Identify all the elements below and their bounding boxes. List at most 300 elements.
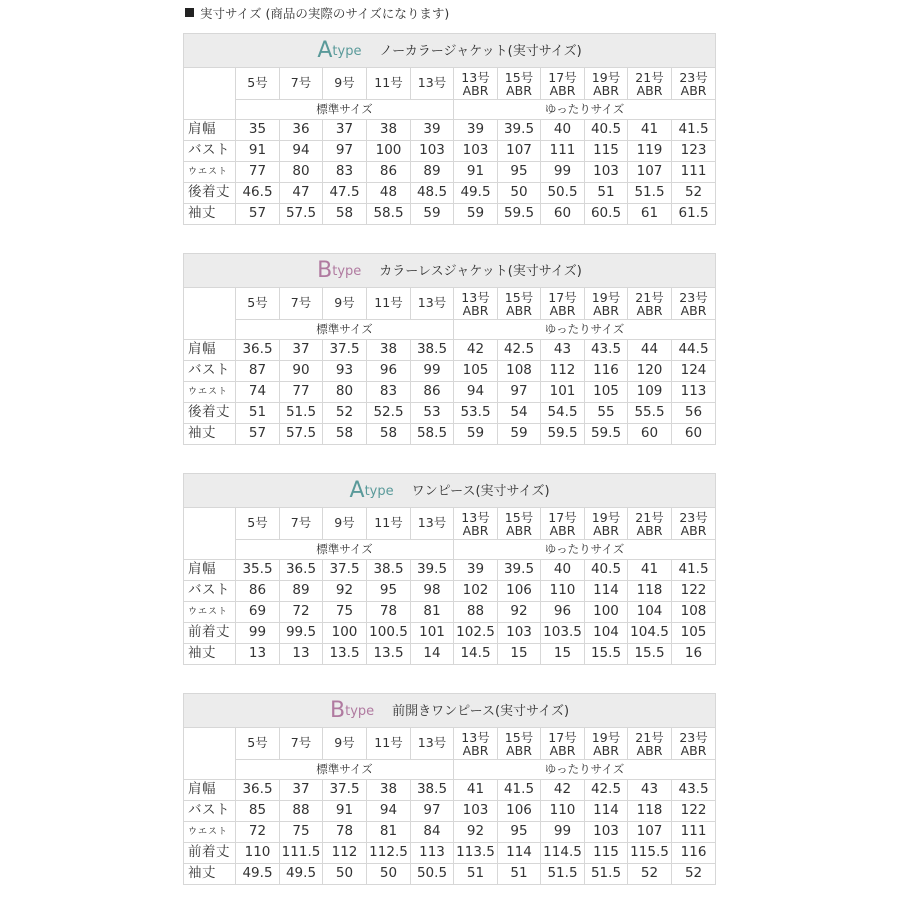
value-cell: 118 — [628, 801, 672, 822]
size-table — [183, 253, 716, 445]
value-cell: 106 — [498, 801, 541, 822]
value-cell: 38.5 — [411, 780, 454, 801]
value-cell: 61 — [628, 204, 672, 225]
value-cell: 108 — [672, 602, 716, 623]
value-cell: 36.5 — [280, 560, 323, 581]
value-cell: 59 — [498, 424, 541, 445]
value-cell: 103 — [454, 141, 498, 162]
group-standard-label: 標準サイズ — [236, 540, 454, 560]
value-cell: 105 — [672, 623, 716, 644]
value-cell: 123 — [672, 141, 716, 162]
value-cell: 91 — [236, 141, 280, 162]
size-table — [183, 33, 716, 225]
size-header: 9号 — [323, 68, 367, 100]
size-header: 23号 ABR — [672, 508, 716, 540]
size-header: 11号 — [367, 68, 411, 100]
value-cell: 41 — [628, 560, 672, 581]
value-cell: 54 — [498, 403, 541, 424]
table-title-text: カラーレスジャケット(実寸サイズ) — [379, 263, 582, 279]
value-cell: 38 — [367, 120, 411, 141]
size-header: 5号 — [236, 68, 280, 100]
size-table — [183, 693, 716, 885]
value-cell: 37 — [280, 340, 323, 361]
value-cell: 49.5 — [454, 183, 498, 204]
value-cell: 108 — [498, 361, 541, 382]
value-cell: 112 — [323, 843, 367, 864]
value-cell: 15.5 — [585, 644, 628, 665]
value-cell: 60.5 — [585, 204, 628, 225]
value-cell: 55.5 — [628, 403, 672, 424]
value-cell: 13 — [280, 644, 323, 665]
value-cell: 37.5 — [323, 340, 367, 361]
value-cell: 74 — [236, 382, 280, 403]
value-cell: 14.5 — [454, 644, 498, 665]
value-cell: 39 — [454, 120, 498, 141]
group-relaxed-label: ゆったりサイズ — [454, 100, 716, 120]
size-header: 19号 ABR — [585, 728, 628, 760]
value-cell: 80 — [280, 162, 323, 183]
value-cell: 43.5 — [585, 340, 628, 361]
value-cell: 52 — [323, 403, 367, 424]
value-cell: 55 — [585, 403, 628, 424]
value-cell: 115.5 — [628, 843, 672, 864]
value-cell: 88 — [454, 602, 498, 623]
value-cell: 36.5 — [236, 340, 280, 361]
type-word: type — [332, 43, 362, 59]
group-standard-label: 標準サイズ — [236, 760, 454, 780]
value-cell: 124 — [672, 361, 716, 382]
value-cell: 113 — [411, 843, 454, 864]
value-cell: 51.5 — [280, 403, 323, 424]
value-cell: 100 — [585, 602, 628, 623]
value-cell: 87 — [236, 361, 280, 382]
row-label: 袖丈 — [184, 204, 236, 225]
value-cell: 52.5 — [367, 403, 411, 424]
size-header: 13号 — [411, 68, 454, 100]
value-cell: 112.5 — [367, 843, 411, 864]
value-cell: 56 — [672, 403, 716, 424]
value-cell: 57.5 — [280, 204, 323, 225]
value-cell: 13 — [236, 644, 280, 665]
value-cell: 60 — [541, 204, 585, 225]
group-relaxed-label: ゆったりサイズ — [454, 760, 716, 780]
value-cell: 51.5 — [585, 864, 628, 885]
size-header: 15号 ABR — [498, 288, 541, 320]
size-header: 21号 ABR — [628, 728, 672, 760]
table-title-text: ワンピース(実寸サイズ) — [411, 483, 550, 499]
value-cell: 50 — [323, 864, 367, 885]
size-header: 9号 — [323, 728, 367, 760]
size-header: 15号 ABR — [498, 508, 541, 540]
value-cell: 14 — [411, 644, 454, 665]
page-heading — [185, 4, 449, 22]
size-header: 11号 — [367, 728, 411, 760]
table-title-text: ノーカラージャケット(実寸サイズ) — [379, 43, 582, 59]
value-cell: 58 — [367, 424, 411, 445]
value-cell: 60 — [672, 424, 716, 445]
value-cell: 40 — [541, 120, 585, 141]
size-header: 5号 — [236, 508, 280, 540]
value-cell: 78 — [323, 822, 367, 843]
row-label: バスト — [184, 581, 236, 602]
value-cell: 92 — [454, 822, 498, 843]
size-header: 15号 ABR — [498, 728, 541, 760]
value-cell: 37 — [323, 120, 367, 141]
value-cell: 59 — [454, 424, 498, 445]
value-cell: 35.5 — [236, 560, 280, 581]
value-cell: 118 — [628, 581, 672, 602]
size-header: 9号 — [323, 508, 367, 540]
value-cell: 81 — [367, 822, 411, 843]
size-header: 13号 ABR — [454, 728, 498, 760]
value-cell: 102 — [454, 581, 498, 602]
value-cell: 107 — [498, 141, 541, 162]
table-row — [184, 141, 716, 162]
value-cell: 99 — [541, 162, 585, 183]
row-label: 前着丈 — [184, 623, 236, 644]
value-cell: 52 — [672, 183, 716, 204]
value-cell: 13.5 — [367, 644, 411, 665]
value-cell: 100.5 — [367, 623, 411, 644]
value-cell: 39.5 — [498, 560, 541, 581]
value-cell: 105 — [585, 382, 628, 403]
value-cell: 15 — [541, 644, 585, 665]
value-cell: 36.5 — [236, 780, 280, 801]
value-cell: 59.5 — [585, 424, 628, 445]
value-cell: 110 — [236, 843, 280, 864]
value-cell: 58 — [323, 204, 367, 225]
value-cell: 40.5 — [585, 560, 628, 581]
value-cell: 49.5 — [280, 864, 323, 885]
value-cell: 115 — [585, 843, 628, 864]
value-cell: 113 — [672, 382, 716, 403]
value-cell: 13.5 — [323, 644, 367, 665]
size-header: 23号 ABR — [672, 288, 716, 320]
value-cell: 103 — [585, 162, 628, 183]
table-title — [184, 474, 716, 508]
corner-cell — [184, 68, 236, 120]
size-header: 19号 ABR — [585, 68, 628, 100]
size-header: 19号 ABR — [585, 288, 628, 320]
value-cell: 86 — [367, 162, 411, 183]
value-cell: 120 — [628, 361, 672, 382]
value-cell: 86 — [411, 382, 454, 403]
table-row — [184, 780, 716, 801]
value-cell: 103 — [585, 822, 628, 843]
value-cell: 92 — [323, 581, 367, 602]
size-header: 21号 ABR — [628, 288, 672, 320]
value-cell: 110 — [541, 581, 585, 602]
value-cell: 96 — [367, 361, 411, 382]
value-cell: 51 — [454, 864, 498, 885]
size-header: 13号 ABR — [454, 68, 498, 100]
row-label: バスト — [184, 801, 236, 822]
type-word: type — [364, 483, 394, 499]
type-word: type — [332, 263, 362, 279]
value-cell: 100 — [323, 623, 367, 644]
value-cell: 72 — [236, 822, 280, 843]
value-cell: 95 — [367, 581, 411, 602]
size-header: 11号 — [367, 508, 411, 540]
table-row — [184, 864, 716, 885]
size-header: 7号 — [280, 68, 323, 100]
group-standard-label: 標準サイズ — [236, 100, 454, 120]
value-cell: 122 — [672, 801, 716, 822]
value-cell: 81 — [411, 602, 454, 623]
value-cell: 86 — [236, 581, 280, 602]
value-cell: 107 — [628, 162, 672, 183]
value-cell: 91 — [454, 162, 498, 183]
value-cell: 42.5 — [585, 780, 628, 801]
value-cell: 50.5 — [411, 864, 454, 885]
value-cell: 116 — [672, 843, 716, 864]
value-cell: 51 — [236, 403, 280, 424]
value-cell: 51.5 — [628, 183, 672, 204]
value-cell: 83 — [323, 162, 367, 183]
size-header: 23号 ABR — [672, 68, 716, 100]
table-title — [184, 694, 716, 728]
value-cell: 80 — [323, 382, 367, 403]
table-row — [184, 120, 716, 141]
value-cell: 114.5 — [541, 843, 585, 864]
value-cell: 60 — [628, 424, 672, 445]
value-cell: 94 — [280, 141, 323, 162]
value-cell: 98 — [411, 581, 454, 602]
row-label: ウエスト — [184, 162, 236, 183]
value-cell: 95 — [498, 162, 541, 183]
value-cell: 103 — [411, 141, 454, 162]
size-header: 5号 — [236, 288, 280, 320]
value-cell: 114 — [498, 843, 541, 864]
value-cell: 104 — [585, 623, 628, 644]
size-header: 21号 ABR — [628, 68, 672, 100]
value-cell: 109 — [628, 382, 672, 403]
value-cell: 97 — [323, 141, 367, 162]
value-cell: 114 — [585, 581, 628, 602]
value-cell: 91 — [323, 801, 367, 822]
value-cell: 100 — [367, 141, 411, 162]
value-cell: 95 — [498, 822, 541, 843]
table-title — [184, 254, 716, 288]
table-row — [184, 403, 716, 424]
row-label: 前着丈 — [184, 843, 236, 864]
value-cell: 51 — [498, 864, 541, 885]
corner-cell — [184, 288, 236, 340]
value-cell: 97 — [411, 801, 454, 822]
value-cell: 53 — [411, 403, 454, 424]
value-cell: 40 — [541, 560, 585, 581]
row-label: 肩幅 — [184, 560, 236, 581]
value-cell: 58.5 — [367, 204, 411, 225]
value-cell: 41.5 — [672, 560, 716, 581]
row-label: ウエスト — [184, 602, 236, 623]
row-label: 袖丈 — [184, 864, 236, 885]
value-cell: 43 — [541, 340, 585, 361]
value-cell: 44.5 — [672, 340, 716, 361]
value-cell: 105 — [454, 361, 498, 382]
value-cell: 46.5 — [236, 183, 280, 204]
size-header: 17号 ABR — [541, 68, 585, 100]
type-letter: A — [317, 37, 333, 63]
value-cell: 41.5 — [672, 120, 716, 141]
row-label: 肩幅 — [184, 120, 236, 141]
size-header: 13号 — [411, 288, 454, 320]
page-heading-text: 実寸サイズ (商品の実際のサイズになります) — [200, 6, 450, 21]
value-cell: 42.5 — [498, 340, 541, 361]
size-header: 11号 — [367, 288, 411, 320]
value-cell: 48 — [367, 183, 411, 204]
table-row — [184, 623, 716, 644]
row-label: ウエスト — [184, 382, 236, 403]
value-cell: 38.5 — [411, 340, 454, 361]
value-cell: 38 — [367, 780, 411, 801]
size-table — [183, 473, 716, 665]
value-cell: 39.5 — [498, 120, 541, 141]
value-cell: 106 — [498, 581, 541, 602]
value-cell: 77 — [280, 382, 323, 403]
value-cell: 107 — [628, 822, 672, 843]
value-cell: 41 — [454, 780, 498, 801]
value-cell: 54.5 — [541, 403, 585, 424]
row-label: 後着丈 — [184, 403, 236, 424]
value-cell: 94 — [367, 801, 411, 822]
size-header: 15号 ABR — [498, 68, 541, 100]
value-cell: 111 — [672, 162, 716, 183]
size-header: 13号 — [411, 728, 454, 760]
value-cell: 114 — [585, 801, 628, 822]
value-cell: 52 — [672, 864, 716, 885]
value-cell: 103 — [454, 801, 498, 822]
value-cell: 104.5 — [628, 623, 672, 644]
type-letter: B — [317, 257, 333, 283]
value-cell: 99.5 — [280, 623, 323, 644]
size-header: 9号 — [323, 288, 367, 320]
size-header: 17号 ABR — [541, 288, 585, 320]
size-header: 13号 ABR — [454, 508, 498, 540]
table-row — [184, 340, 716, 361]
table-row — [184, 204, 716, 225]
value-cell: 37 — [280, 780, 323, 801]
value-cell: 115 — [585, 141, 628, 162]
row-label: ウエスト — [184, 822, 236, 843]
row-label: 後着丈 — [184, 183, 236, 204]
value-cell: 42 — [541, 780, 585, 801]
value-cell: 36 — [280, 120, 323, 141]
row-label: 肩幅 — [184, 780, 236, 801]
value-cell: 59.5 — [498, 204, 541, 225]
type-letter: B — [330, 697, 346, 723]
value-cell: 99 — [411, 361, 454, 382]
value-cell: 15 — [498, 644, 541, 665]
value-cell: 39 — [411, 120, 454, 141]
value-cell: 47 — [280, 183, 323, 204]
group-standard-label: 標準サイズ — [236, 320, 454, 340]
value-cell: 101 — [541, 382, 585, 403]
value-cell: 38 — [367, 340, 411, 361]
table-title-text: 前開きワンピース(実寸サイズ) — [392, 703, 570, 719]
value-cell: 116 — [585, 361, 628, 382]
value-cell: 51 — [585, 183, 628, 204]
value-cell: 77 — [236, 162, 280, 183]
table-row — [184, 602, 716, 623]
table-row — [184, 361, 716, 382]
value-cell: 72 — [280, 602, 323, 623]
value-cell: 58.5 — [411, 424, 454, 445]
value-cell: 104 — [628, 602, 672, 623]
square-bullet-icon — [185, 8, 194, 17]
value-cell: 85 — [236, 801, 280, 822]
value-cell: 61.5 — [672, 204, 716, 225]
value-cell: 41 — [628, 120, 672, 141]
value-cell: 57 — [236, 424, 280, 445]
size-header: 7号 — [280, 508, 323, 540]
value-cell: 92 — [498, 602, 541, 623]
value-cell: 110 — [541, 801, 585, 822]
corner-cell — [184, 728, 236, 780]
table-row — [184, 424, 716, 445]
size-header: 13号 — [411, 508, 454, 540]
value-cell: 48.5 — [411, 183, 454, 204]
size-header: 7号 — [280, 728, 323, 760]
value-cell: 111.5 — [280, 843, 323, 864]
value-cell: 89 — [411, 162, 454, 183]
value-cell: 111 — [672, 822, 716, 843]
value-cell: 89 — [280, 581, 323, 602]
value-cell: 94 — [454, 382, 498, 403]
corner-cell — [184, 508, 236, 560]
value-cell: 113.5 — [454, 843, 498, 864]
row-label: バスト — [184, 361, 236, 382]
size-header: 19号 ABR — [585, 508, 628, 540]
value-cell: 57.5 — [280, 424, 323, 445]
value-cell: 37.5 — [323, 560, 367, 581]
value-cell: 103 — [498, 623, 541, 644]
value-cell: 103.5 — [541, 623, 585, 644]
value-cell: 93 — [323, 361, 367, 382]
value-cell: 101 — [411, 623, 454, 644]
value-cell: 75 — [323, 602, 367, 623]
value-cell: 52 — [628, 864, 672, 885]
value-cell: 43.5 — [672, 780, 716, 801]
value-cell: 47.5 — [323, 183, 367, 204]
value-cell: 119 — [628, 141, 672, 162]
size-header: 7号 — [280, 288, 323, 320]
value-cell: 50 — [498, 183, 541, 204]
value-cell: 102.5 — [454, 623, 498, 644]
group-relaxed-label: ゆったりサイズ — [454, 540, 716, 560]
value-cell: 84 — [411, 822, 454, 843]
row-label: 袖丈 — [184, 424, 236, 445]
table-row — [184, 581, 716, 602]
group-relaxed-label: ゆったりサイズ — [454, 320, 716, 340]
table-row — [184, 843, 716, 864]
value-cell: 44 — [628, 340, 672, 361]
value-cell: 43 — [628, 780, 672, 801]
table-title — [184, 34, 716, 68]
value-cell: 83 — [367, 382, 411, 403]
value-cell: 15.5 — [628, 644, 672, 665]
value-cell: 111 — [541, 141, 585, 162]
value-cell: 58 — [323, 424, 367, 445]
value-cell: 122 — [672, 581, 716, 602]
table-row — [184, 162, 716, 183]
value-cell: 51.5 — [541, 864, 585, 885]
value-cell: 59 — [411, 204, 454, 225]
value-cell: 39 — [454, 560, 498, 581]
value-cell: 53.5 — [454, 403, 498, 424]
value-cell: 99 — [236, 623, 280, 644]
value-cell: 42 — [454, 340, 498, 361]
